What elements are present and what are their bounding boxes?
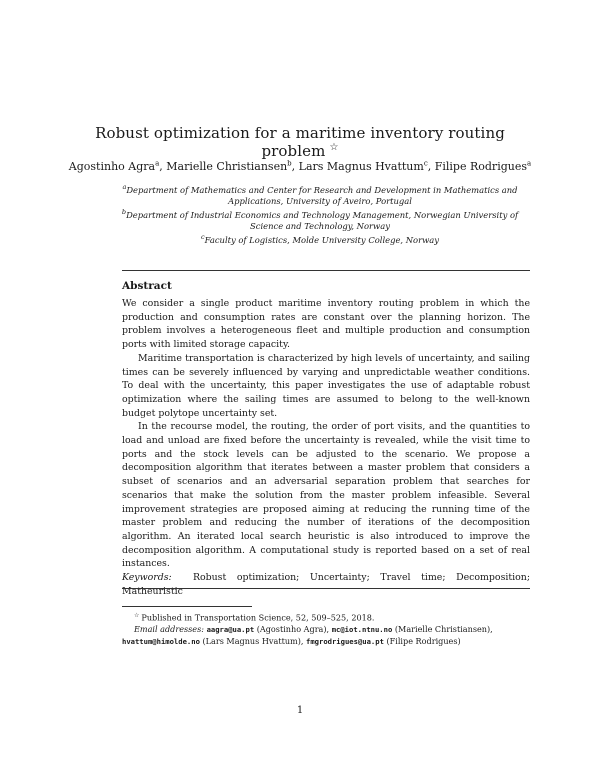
title-text: Robust optimization for a maritime inventory routing problem xyxy=(95,124,505,160)
title-footnote-mark: ☆ xyxy=(329,142,339,153)
email-link[interactable]: hvattum@himolde.no xyxy=(122,637,200,647)
keywords xyxy=(122,571,530,598)
footnote-emails: Email addresses: aagra@ua.pt (Agostinho Agra), mc@iot.ntnu.no (Marielle Christiansen), hvattum@himolde.no (Lars Magnus Hvattum), fmgrodrigues@ua.pt (Filipe Rodrigues) xyxy=(122,624,493,647)
footnote-rule xyxy=(122,606,252,607)
affiliation-list xyxy=(110,182,530,246)
abstract-top-rule xyxy=(122,270,530,271)
affiliation: $^c$Faculty of Logistics, Molde University College, Norway xyxy=(200,233,439,246)
author: Marielle Christiansen$^b$, xyxy=(166,159,299,173)
email-link[interactable]: aagra@ua.pt xyxy=(206,625,255,635)
abstract-paragraph: We consider a single product maritime inventory routing problem in which the production and consumption rates are constant over the planning horizon. The problem involves a heterogeneous fleet and multiple production and consumption ports with limited storage capacity. xyxy=(122,298,530,351)
keywords-text: Robust optimization; Uncertainty; Travel time; Decomposition; Matheuristic xyxy=(122,572,530,597)
abstract-body xyxy=(122,297,530,598)
paper-title xyxy=(60,124,540,160)
footnote-published: ☆ Published in Transportation Science, 52, 509–525, 2018. xyxy=(134,612,375,623)
abstract-paragraph: In the recourse model, the routing, the order of port visits, and the quantities to load and unload are fixed before the uncertainty is revealed, while the visit time to ports and the stock levels can be adjusted to the scenario. We propose a decomposition algorithm that iterates between a master problem that considers a subset of scenarios and an adversarial separation problem that searches for scenarios that make the solution from the master problem infeasible. Several improvement strategies are proposed aiming at reducing the running time of the master problem and reducing the number of iterations of the decomposition algorithm. An iterated local search heuristic is also introduced to improve the decomposition algorithm. A computational study is reported based on a set of real instances. xyxy=(122,421,530,570)
author: Agostinho Agra$^a$, xyxy=(68,159,167,173)
author-list xyxy=(40,159,560,173)
affiliation: $^b$Department of Industrial Economics and Technology Management, Norwegian University of Science and Technology, Norway xyxy=(121,208,519,232)
abstract-paragraph: Maritime transportation is characterized by high levels of uncertainty, and sailing times can be severely influenced by varying and unpredictable weather conditions. To deal with the uncertainty, this paper investigates the use of adaptable robust optimization where the sailing times are assumed to belong to the well-known budget polytope uncertainty set. xyxy=(122,352,530,419)
author: Filipe Rodrigues$^a$ xyxy=(434,159,532,173)
keywords-label: Keywords: xyxy=(122,572,172,584)
page-number: 1 xyxy=(296,705,304,716)
author: Lars Magnus Hvattum$^c$, xyxy=(298,159,435,173)
abstract-heading: Abstract xyxy=(122,280,172,292)
abstract-bottom-rule xyxy=(122,588,530,589)
affiliation: $^a$Department of Mathematics and Center for Research and Development in Mathematics and Applications, University of Aveiro, Portugal xyxy=(122,183,518,206)
footnotes xyxy=(122,610,530,648)
email-link[interactable]: mc@iot.ntnu.no xyxy=(331,625,393,635)
email-link[interactable]: fmgrodrigues@ua.pt xyxy=(306,637,384,647)
